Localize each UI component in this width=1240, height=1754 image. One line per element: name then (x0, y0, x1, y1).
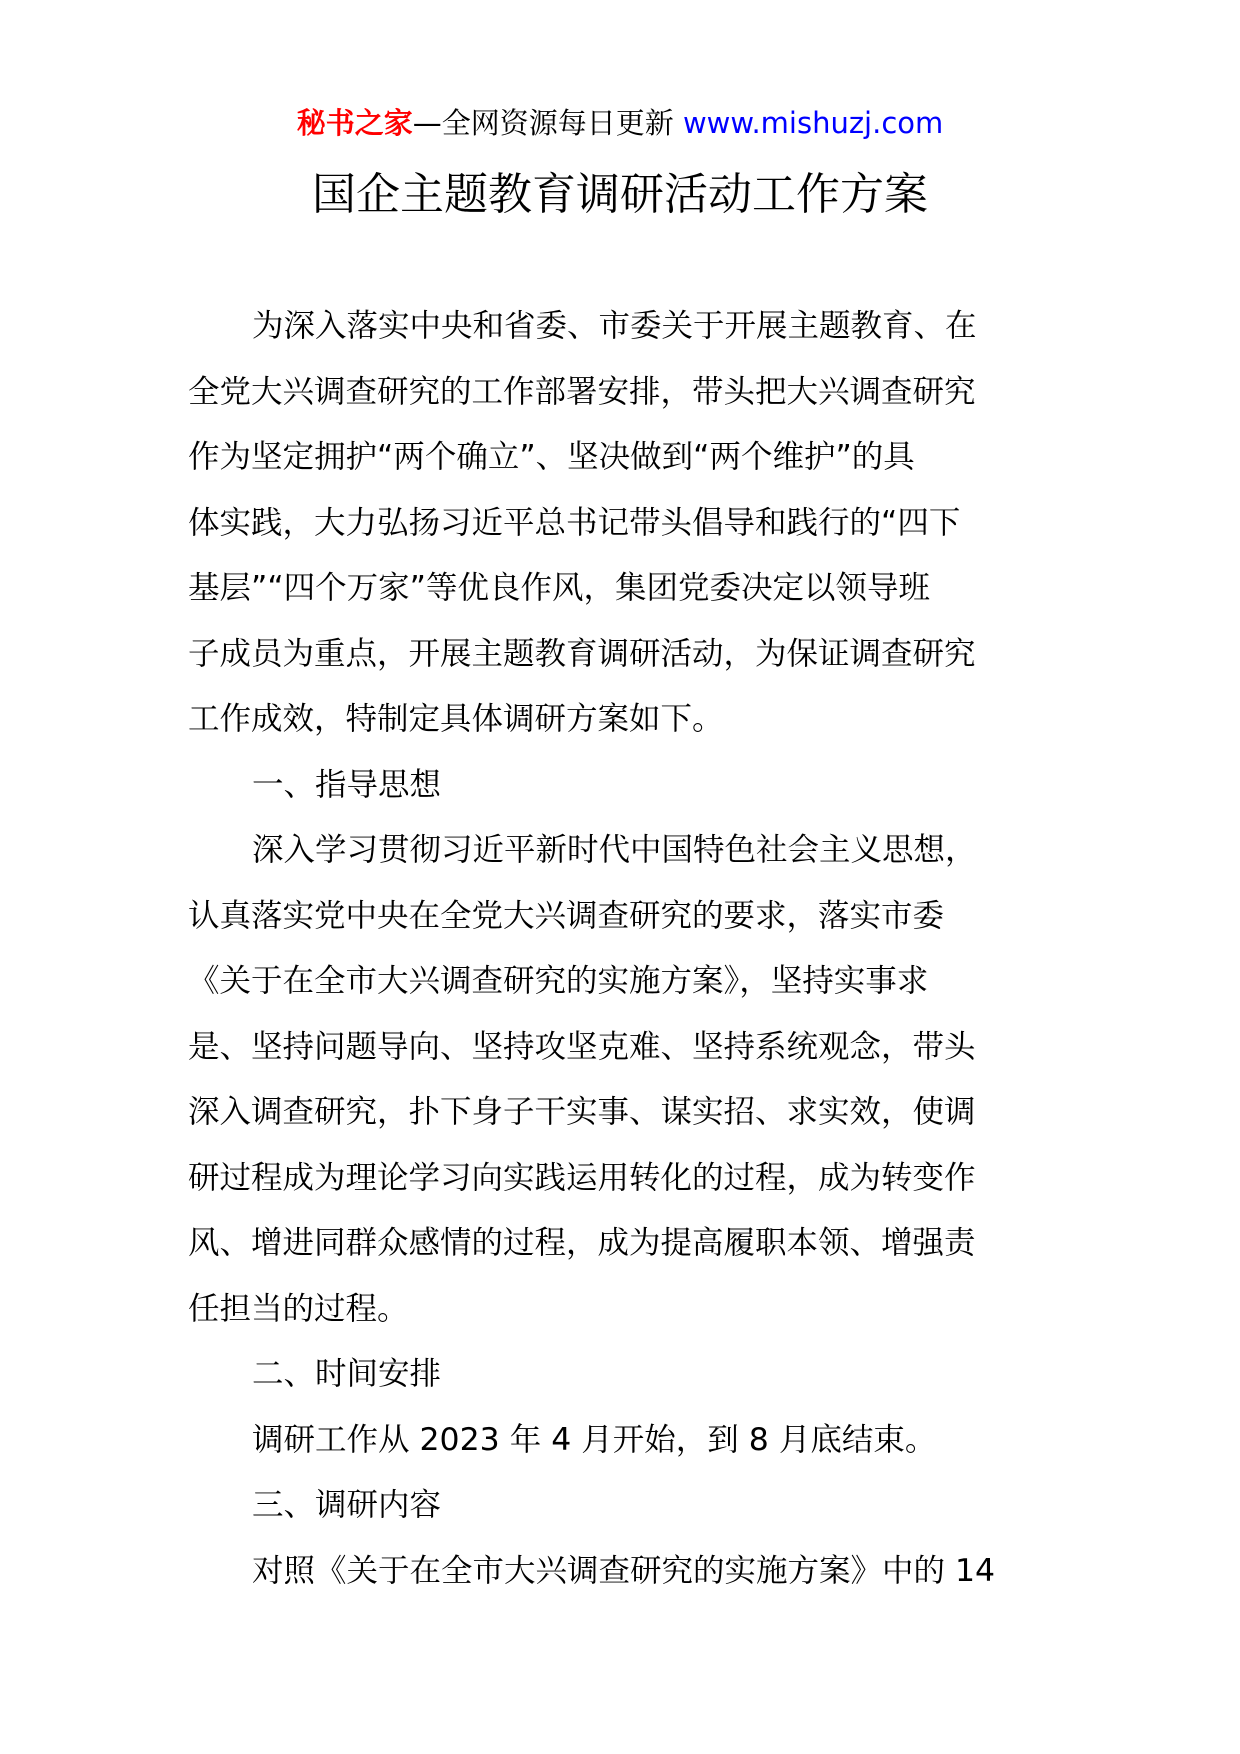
body-line: 风、增进同群众感情的过程，成为提高履职本领、增强责 (188, 1225, 976, 1261)
body-line: 基层”“四个万家”等优良作风，集团党委决定以领导班 (188, 570, 930, 606)
site-url-link[interactable]: www.mishuzj.com (682, 106, 944, 140)
body-line: 调研工作从 2023 年 4 月开始，到 8 月底结束。 (252, 1421, 937, 1458)
brand-name: 秘书之家 (296, 106, 413, 140)
body-line: 全党大兴调查研究的工作部署安排，带头把大兴调查研究 (188, 373, 976, 410)
body-line: 认真落实党中央在全党大兴调查研究的要求，落实市委 (188, 897, 945, 934)
document-title: 国企主题教育调研活动工作方案 (312, 169, 928, 220)
body-line: 为深入落实中央和省委、市委关于开展主题教育、在 (252, 308, 977, 344)
body-line: 子成员为重点，开展主题教育调研活动，为保证调查研究 (188, 635, 976, 672)
body-line: 《关于在全市大兴调查研究的实施方案》，坚持实事求 (188, 963, 929, 999)
body-line: 工作成效，特制定具体调研方案如下。 (188, 701, 724, 737)
body-line: 任担当的过程。 (188, 1290, 409, 1327)
body-line: 二、时间安排 (252, 1356, 442, 1392)
body-line: 是、坚持问题导向、坚持攻坚克难、坚持系统观念，带头 (188, 1028, 976, 1065)
body-line: 深入学习贯彻习近平新时代中国特色社会主义思想， (252, 832, 977, 868)
document-body (188, 294, 1056, 1604)
body-line: 研过程成为理论学习向实践运用转化的过程，成为转变作 (188, 1159, 976, 1196)
body-line: 一、指导思想 (252, 766, 442, 803)
header-tagline: —全网资源每日更新 (412, 106, 674, 140)
body-line: 作为坚定拥护“两个确立”、坚决做到“两个维护”的具 (188, 439, 915, 475)
site-header (0, 103, 1240, 143)
body-line: 对照《关于在全市大兴调查研究的实施方案》中的 14 (252, 1552, 996, 1589)
body-line: 深入调查研究，扑下身子干实事、谋实招、求实效，使调 (188, 1094, 976, 1130)
body-line: 三、调研内容 (252, 1487, 442, 1523)
body-line: 体实践，大力弘扬习近平总书记带头倡导和践行的“四下 (188, 504, 961, 541)
